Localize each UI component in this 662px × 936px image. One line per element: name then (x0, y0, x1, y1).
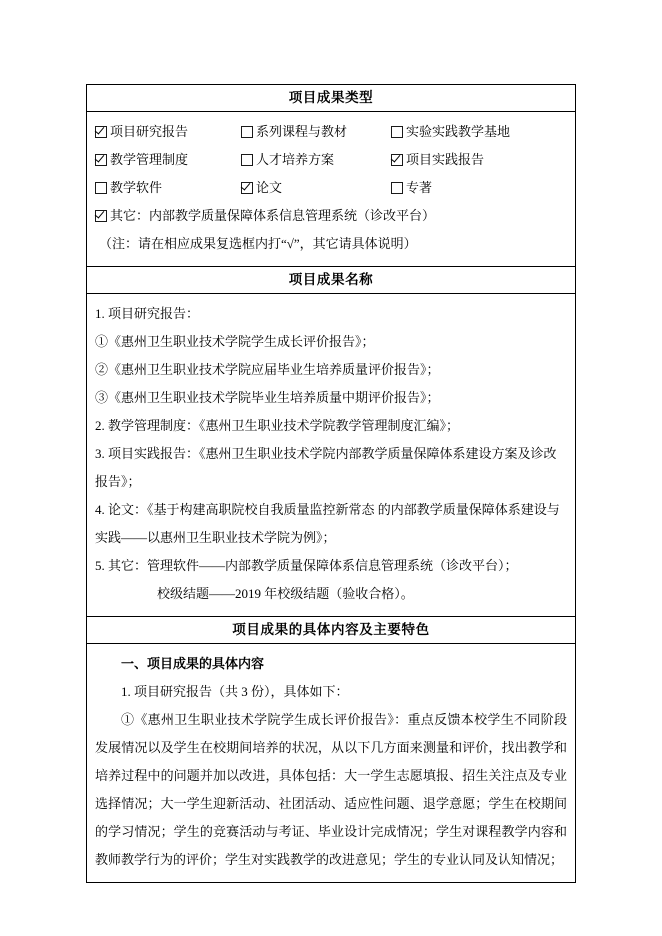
option-other[interactable] (95, 202, 567, 230)
name-line: 4. 论文：《基于构建高职院校自我质量监控新常态 的内部教学质量保障体系建设与 (95, 502, 560, 517)
option-label: 教学软件 (110, 180, 163, 195)
option-label: 教学管理制度 (110, 152, 189, 167)
content-section-body (87, 644, 576, 883)
type-section-body-row (87, 112, 576, 267)
content-paragraph: ①《惠州卫生职业技术学院学生成长评价报告》：重点反馈本校学生不同阶段发展情况以及学生在校期间培养的状况，从以下几方面来测量和评价，找出教学和培养过程中的问题并加以改进，具体包括：大一学生志愿填报、招生关注点及专业选择情况；大一学生迎新活动、社团活动、适应性问题、退学意愿；学生在校期间的学习情况；学生的竞赛活动与考证、毕业设计完成情况；学生对课程教学内容和教师教学行为的评价；学生对实践教学的改进意见；学生的专业认同及认知情况； (95, 712, 567, 867)
name-line: 报告》； (95, 474, 141, 489)
option-label: 系列课程与教材 (256, 124, 348, 139)
option-experiment-practice-base[interactable] (391, 118, 510, 146)
option-project-practice-report[interactable] (391, 146, 484, 174)
achievement-form-table (86, 84, 576, 883)
option-label: 项目实践报告 (406, 152, 485, 167)
option-talent-training-plan[interactable] (241, 146, 391, 174)
checkbox-checked-icon[interactable] (95, 126, 107, 138)
option-row-1 (95, 118, 567, 146)
checkbox-empty-icon[interactable] (391, 126, 403, 138)
name-line: 实践——以惠州卫生职业技术学院为例》； (95, 530, 336, 545)
name-section-body-row (87, 294, 576, 617)
content-section-header: 项目成果的具体内容及主要特色 (87, 617, 576, 644)
option-label: 人才培养方案 (256, 152, 335, 167)
type-section-note: （注：请在相应成果复选框内打“√”，其它请具体说明） (99, 236, 417, 251)
option-project-research-report[interactable] (95, 118, 241, 146)
option-other-label: 其它：内部教学质量保障体系信息管理系统（诊改平台） (110, 208, 436, 223)
name-line: 1. 项目研究报告： (95, 306, 200, 321)
option-row-2 (95, 146, 567, 174)
name-line: 校级结题——2019 年校级结题（验收合格）。 (157, 586, 414, 601)
option-row-3 (95, 174, 567, 202)
name-line: 2. 教学管理制度：《惠州卫生职业技术学院教学管理制度汇编》； (95, 418, 460, 433)
checkbox-empty-icon[interactable] (241, 126, 253, 138)
option-label: 专著 (406, 180, 433, 195)
content-subheading: 一、项目成果的具体内容 (121, 656, 265, 671)
name-section-body (87, 294, 576, 617)
type-section-body (87, 112, 576, 267)
option-series-courses-textbooks[interactable] (241, 118, 391, 146)
option-teaching-software[interactable] (95, 174, 241, 202)
checkbox-checked-icon[interactable] (95, 154, 107, 166)
name-line: 3. 项目实践报告：《惠州卫生职业技术学院内部教学质量保障体系建设方案及诊改 (95, 446, 557, 461)
checkbox-empty-icon[interactable] (391, 182, 403, 194)
option-teaching-management-system[interactable] (95, 146, 241, 174)
checkbox-checked-icon[interactable] (95, 210, 107, 222)
option-label: 项目研究报告 (110, 124, 189, 139)
option-paper[interactable] (241, 174, 391, 202)
option-monograph[interactable] (391, 174, 432, 202)
content-section-header-row (87, 617, 576, 644)
name-line: ③《惠州卫生职业技术学院毕业生培养质量中期评价报告》； (95, 390, 440, 405)
type-section-header-row (87, 85, 576, 112)
content-section-body-row (87, 644, 576, 883)
name-line: ②《惠州卫生职业技术学院应届毕业生培养质量评价报告》； (95, 362, 440, 377)
name-section-header-row (87, 267, 576, 294)
checkbox-empty-icon[interactable] (241, 154, 253, 166)
name-section-header: 项目成果名称 (87, 267, 576, 294)
type-section-header: 项目成果类型 (87, 85, 576, 112)
checkbox-checked-icon[interactable] (241, 182, 253, 194)
content-line-item: 1. 项目研究报告（共 3 份），具体如下： (121, 684, 349, 699)
option-label: 实验实践教学基地 (406, 124, 511, 139)
name-line: ①《惠州卫生职业技术学院学生成长评价报告》； (95, 334, 375, 349)
checkbox-checked-icon[interactable] (391, 154, 403, 166)
option-label: 论文 (256, 180, 283, 195)
name-line: 5. 其它：管理软件——内部教学质量保障体系信息管理系统（诊改平台）； (95, 558, 518, 573)
checkbox-empty-icon[interactable] (95, 182, 107, 194)
